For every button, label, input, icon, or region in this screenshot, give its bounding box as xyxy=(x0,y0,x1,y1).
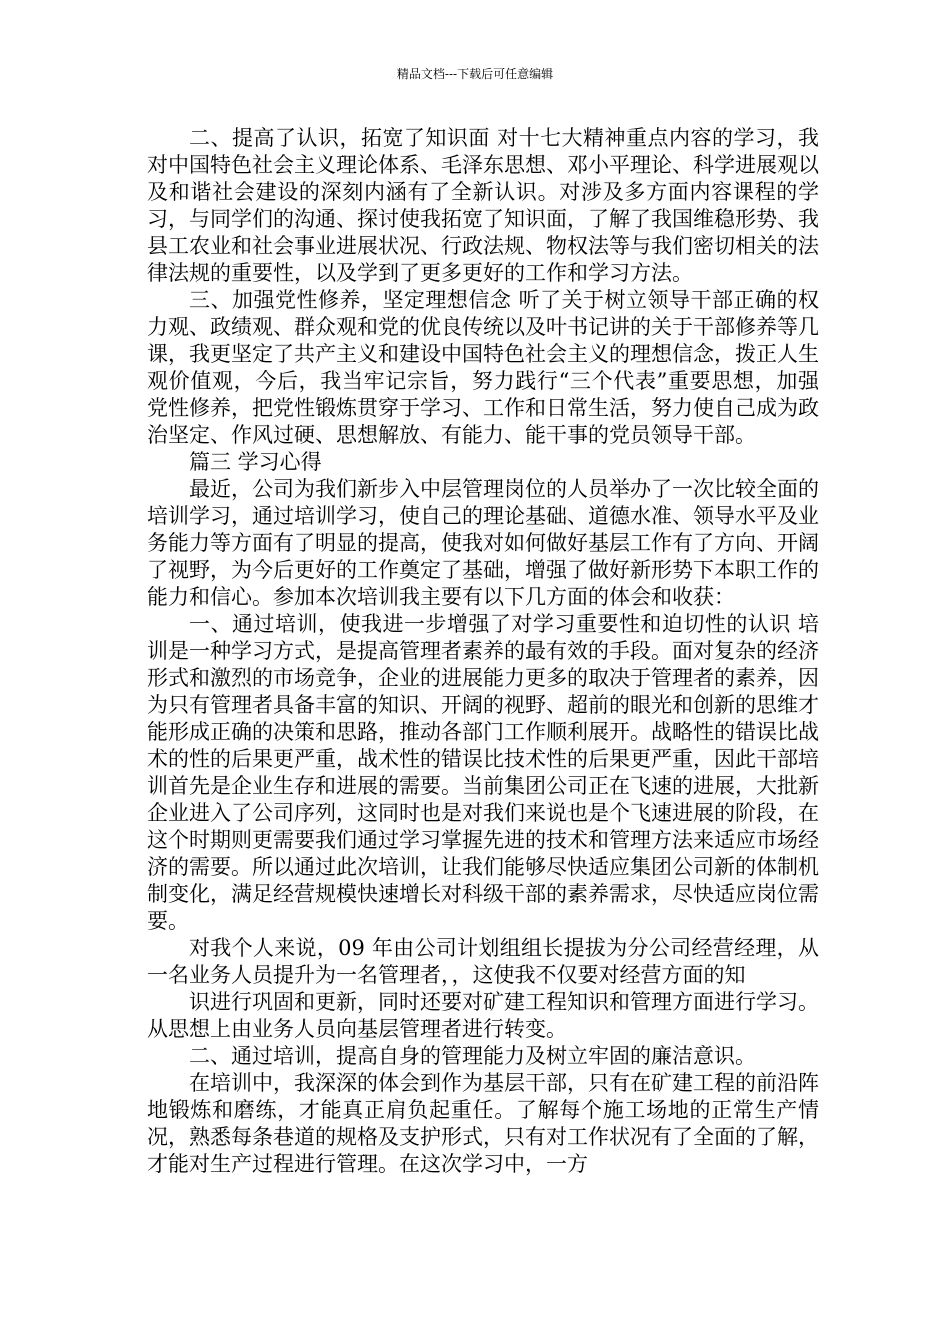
paragraph: 最近，公司为我们新步入中层管理岗位的人员举办了一次比较全面的培训学习，通过培训学习，使自己的理论基础、道德水准、领导水平及业务能力等方面有了明显的提高，使我对如何做好基层工作有了方向、开阔了视野，为今后更好的工作奠定了基础，增强了做好新形势下本职工作的能力和信心。参加本次培训我主要有以下几方面的体会和收获： xyxy=(147,477,819,609)
page-header: 精品文档---下载后可任意编辑 xyxy=(396,67,554,81)
document-body xyxy=(147,125,819,1178)
paragraph: 三、加强党性修养，坚定理想信念 听了关于树立领导干部正确的权力观、政绩观、群众观和党的优良传统以及叶书记讲的关于干部修养等几课，我更坚定了共产主义和建设中国特色社会主义的理想信念，拨正人生观价值观，今后，我当牢记宗旨，努力践行“三个代表”重要思想，加强党性修养，把党性锻炼贯穿于学习、工作和日常生活，努力使自己成为政治坚定、作风过硬、思想解放、有能力、能干事的党员领导干部。 xyxy=(147,288,819,447)
paragraph: 对我个人来说，09 年由公司计划组组长提拔为分公司经营经理，从一名业务人员提升为一名管理者，，这使我不仅要对经营方面的知 xyxy=(147,936,819,987)
paragraph: 在培训中，我深深的体会到作为基层干部，只有在矿建工程的前沿阵地锻炼和磨练，才能真正肩负起重任。了解每个施工场地的正常生产情况，熟悉每条巷道的规格及支护形式，只有对工作状况有了全面的了解，才能对生产过程进行管理。在这次学习中，一方 xyxy=(147,1071,819,1176)
paragraph: 二、提高了认识，拓宽了知识面 对十七大精神重点内容的学习，我对中国特色社会主义理论体系、毛泽东思想、邓小平理论、科学进展观以及和谐社会建设的深刻内涵有了全新认识。对涉及多方面内容课程的学习，与同学们的沟通、探讨使我拓宽了知识面，了解了我国维稳形势、我县工农业和社会事业进展状况、行政法规、物权法等与我们密切相关的法律法规的重要性，以及学到了更多更好的工作和学习方法。 xyxy=(147,126,819,285)
paragraph: 识进行巩固和更新，同时还要对矿建工程知识和管理方面进行学习。从思想上由业务人员向基层管理者进行转变。 xyxy=(147,990,819,1041)
paragraph: 二、通过培训，提高自身的管理能力及树立牢固的廉洁意识。 xyxy=(189,1044,756,1068)
section-heading: 篇三 学习心得 xyxy=(189,450,322,474)
paragraph: 一、通过培训，使我进一步增强了对学习重要性和迫切性的认识 培训是一种学习方式，是提高管理者素养的最有效的手段。面对复杂的经济形式和激烈的市场竞争，企业的进展能力更多的取决于管理者的素养，因为只有管理者具备丰富的知识、开阔的视野、超前的眼光和创新的思维才能形成正确的决策和思路，推动各部门工作顺利展开。战略性的错误比战术的性的后果更严重，战术性的错误比技术性的后果更严重，因此干部培训首先是企业生存和进展的需要。当前集团公司正在飞速的进展，大批新企业进入了公司序列，这同时也是对我们来说也是个飞速进展的阶段，在这个时期则更需要我们通过学习掌握先进的技术和管理方法来适应市场经济的需要。所以通过此次培训，让我们能够尽快适应集团公司新的体制机制变化，满足经营规模快速增长对科级干部的素养需求，尽快适应岗位需要。 xyxy=(147,612,819,933)
